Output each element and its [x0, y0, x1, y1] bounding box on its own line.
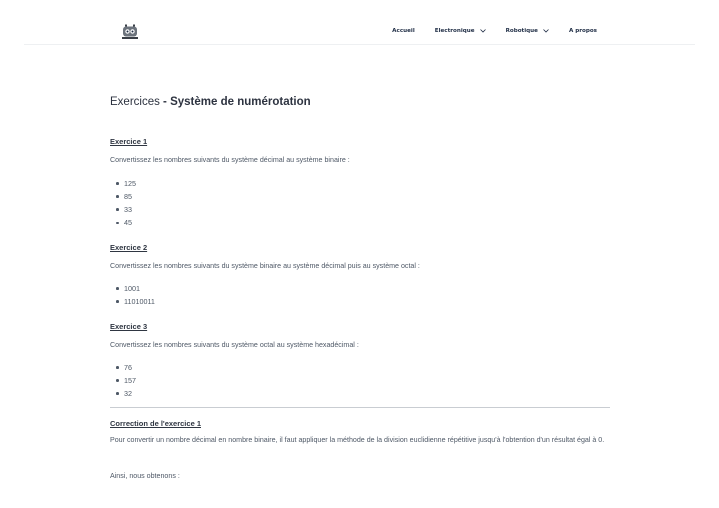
nav-item-accueil[interactable]: [392, 28, 415, 34]
nav-item-robotique[interactable]: [506, 28, 549, 34]
exercise-2-title: Exercice 2: [110, 243, 148, 252]
list-item: 32: [110, 387, 136, 400]
correction-text: Pour convertir un nombre décimal en nombre binaire, il faut appliquer la méthode de la division euclidienne répétitive jusqu'à l'obtention d'un résultat égal à 0.: [110, 436, 605, 444]
list-item: 85: [110, 190, 136, 203]
page-title-bold: - Système de numérotation: [163, 96, 311, 108]
site-header: [24, 20, 695, 45]
exercise-2-list: [110, 282, 155, 308]
exercise-1-list: [110, 177, 136, 229]
list-item: 157: [110, 374, 136, 387]
exercise-3-list: [110, 361, 136, 400]
list-item: 125: [110, 177, 136, 190]
exercise-1-text: Convertissez les nombres suivants du système décimal au système binaire :: [110, 156, 350, 164]
robot-logo-icon[interactable]: [120, 24, 140, 42]
main-nav: [392, 28, 597, 34]
chevron-down-icon: [480, 29, 486, 33]
nav-label: A propos: [568, 28, 597, 34]
nav-label: Accueil: [392, 28, 415, 34]
exercise-3-text: Convertissez les nombres suivants du système octal au système hexadécimal :: [110, 341, 359, 349]
list-item: 45: [110, 216, 136, 229]
list-item: 33: [110, 203, 136, 216]
chevron-down-icon: [543, 29, 549, 33]
exercise-1-title: Exercice 1: [110, 137, 148, 146]
list-item: 11010011: [110, 295, 155, 308]
correction-text-2: Ainsi, nous obtenons :: [110, 472, 180, 480]
correction-title: Correction de l'exercice 1: [110, 419, 201, 428]
list-item: 1001: [110, 282, 155, 295]
nav-label: Electronique: [434, 28, 475, 34]
main-content: [110, 95, 610, 480]
page-title-prefix: Exercices: [110, 96, 164, 108]
section-divider: [110, 407, 610, 408]
nav-label: Robotique: [505, 28, 538, 34]
exercise-2-text: Convertissez les nombres suivants du système binaire au système décimal puis au système octal :: [110, 262, 420, 270]
nav-item-electronique[interactable]: [435, 28, 486, 34]
page-title: [110, 95, 610, 109]
list-item: 76: [110, 361, 136, 374]
exercise-3-title: Exercice 3: [110, 322, 148, 331]
nav-item-a-propos[interactable]: [569, 28, 597, 34]
